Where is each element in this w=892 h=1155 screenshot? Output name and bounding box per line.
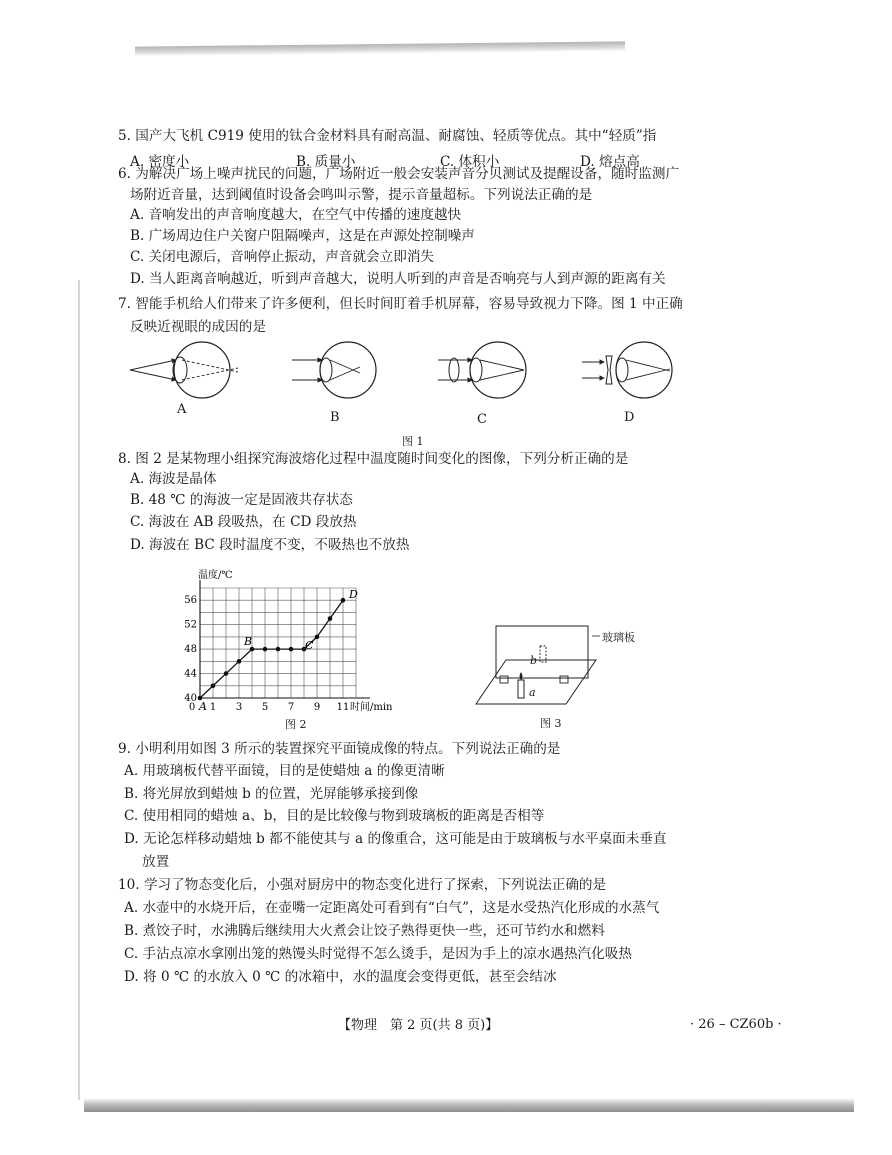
q9-option-d: D. 无论怎样移动蜡烛 b 都不能使其与 a 的像重合，这可能是由于玻璃板与水平桌面未垂直 [124,831,667,847]
fig1-label-a: A [177,402,187,417]
candle-a [518,672,524,698]
data-point [289,647,294,652]
x-tick-label: 11 [336,702,350,713]
fig3-caption: 图 3 [540,717,562,730]
data-point [224,671,229,676]
q6-stem-line-1: 6. 为解决广场上噪声扰民的问题，广场附近一般会安装声音分贝测试及提醒设备，随时监测广 [118,166,680,182]
scan-edge-bottom [84,1098,854,1112]
q9-stem: 9. 小明利用如图 3 所示的装置探究平面镜成像的特点。下列说法正确的是 [118,741,561,757]
data-point [315,635,320,640]
fig1-label-c: C [477,412,487,427]
fig3-candle-b-label: b [530,654,538,667]
fig3-glass-label: 玻璃板 [602,631,635,644]
clamp-left [500,676,508,683]
x-tick-label: 5 [261,702,269,713]
data-point [276,647,281,652]
q6-option-c: C. 关闭电源后，音响停止振动，声音就会立即消失 [130,249,435,265]
fig2-caption: 图 2 [285,718,307,731]
point-label-d: D [349,588,358,602]
figure-2-melting-chart [180,556,420,734]
fig1-label-b: B [330,410,340,425]
glass-plate [496,626,588,678]
data-point [328,616,333,621]
data-point [341,598,346,603]
q9-option-a: A. 用玻璃板代替平面镜，目的是使蜡烛 a 的像更清晰 [124,763,445,779]
scan-edge-left [78,280,80,1100]
x-axis-title: 时间/min [350,702,393,713]
q10-option-c: C. 手沾点凉水拿刚出笼的熟馒头时觉得不怎么烫手，是因为手上的凉水遇热汽化吸热 [124,946,632,962]
eye-diagram-b [292,342,376,398]
y-tick-label: 52 [184,619,197,631]
fig1-label-d: D [624,410,635,425]
q8-option-c: C. 海波在 AB 段吸热，在 CD 段放热 [130,514,357,530]
x-tick-label: 3 [235,702,243,713]
q10-option-b: B. 煮饺子时，水沸腾后继续用大火煮会让饺子熟得更快一些，还可节约水和燃料 [124,923,605,939]
page-footer-info: 【物理 第 2 页(共 8 页)】 [338,1018,499,1033]
q6-option-a: A. 音响发出的声音响度越大，在空气中传播的速度越快 [130,207,462,223]
q9-option-c: C. 使用相同的蜡烛 a、b，目的是比较像与物到玻璃板的距离是否相等 [124,808,545,824]
origin-label: 0 [188,702,196,713]
x-tick-label: 9 [313,702,321,713]
y-axis-title: 温度/℃ [198,570,233,581]
q5-option-d: D. 熔点高 [580,154,640,170]
clamp-right [560,676,568,683]
data-point [237,659,242,664]
q5-option-c: C. 体积小 [440,154,500,170]
x-tick-label: 1 [209,702,217,713]
y-tick-label: 44 [184,668,197,680]
y-tick-label: 40 [184,693,197,704]
y-tick-label: 48 [184,644,197,656]
point-label-a: A [199,700,207,713]
q8-option-d: D. 海波在 BC 段时温度不变，不吸热也不放热 [130,537,410,553]
q6-option-d: D. 当人距离音响越近，听到声音越大，说明人听到的声音是否响亮与人到声源的距离有关 [130,271,666,287]
x-tick-label: 7 [287,702,295,713]
q7-stem-line-2: 反映近视眼的成因的是 [130,319,266,335]
eye-diagram-a [130,342,238,398]
q10-stem: 10. 学习了物态变化后，小强对厨房中的物态变化进行了探索，下列说法正确的是 [118,877,607,893]
q5-option-a: A. 密度小 [130,154,190,170]
q7-stem-line-1: 7. 智能手机给人们带来了许多便利，但长时间盯着手机屏幕，容易导致视力下降。图 1 中正确 [118,296,683,312]
data-point [211,683,216,688]
point-label-c: C [305,638,314,652]
q9-option-b: B. 将光屏放到蜡烛 b 的位置，光屏能够承接到像 [124,786,419,802]
fig3-candle-a-label: a [529,686,536,699]
page-footer-code: · 26 – CZ60b · [690,1017,782,1032]
point-label-b: B [244,635,253,649]
q9-option-d-cont: 放置 [142,854,170,870]
fig1-caption: 图 1 [402,435,424,448]
q10-option-a: A. 水壶中的水烧开后，在壶嘴一定距离处可看到有“白气”，这是水受热汽化形成的水蒸气 [124,900,660,916]
eye-diagram-d [582,342,672,398]
q5-option-b: B. 质量小 [296,154,356,170]
q6-option-b: B. 广场周边住户关窗户阻隔噪声，这是在声源处控制噪声 [130,228,475,244]
q6-stem-line-2: 场附近音量，达到阈值时设备会鸣叫示警，提示音量超标。下列说法正确的是 [130,187,593,203]
eye-diagram-c [438,342,526,398]
scan-edge-top [135,41,625,56]
q8-option-a: A. 海波是晶体 [130,471,217,487]
q10-option-d: D. 将 0 ℃ 的水放入 0 ℃ 的冰箱中，水的温度会变得更低，甚至会结冰 [124,969,557,985]
y-tick-label: 56 [184,595,197,607]
q8-option-b: B. 48 ℃ 的海波一定是固液共存状态 [130,492,353,508]
data-point [263,647,268,652]
q5-stem: 5. 国产大飞机 C919 使用的钛合金材料具有耐高温、耐腐蚀、轻质等优点。其中“轻质”指 [118,128,657,144]
q8-stem: 8. 图 2 是某物理小组探究海波熔化过程中温度随时间变化的图像，下列分析正确的是 [118,451,629,467]
